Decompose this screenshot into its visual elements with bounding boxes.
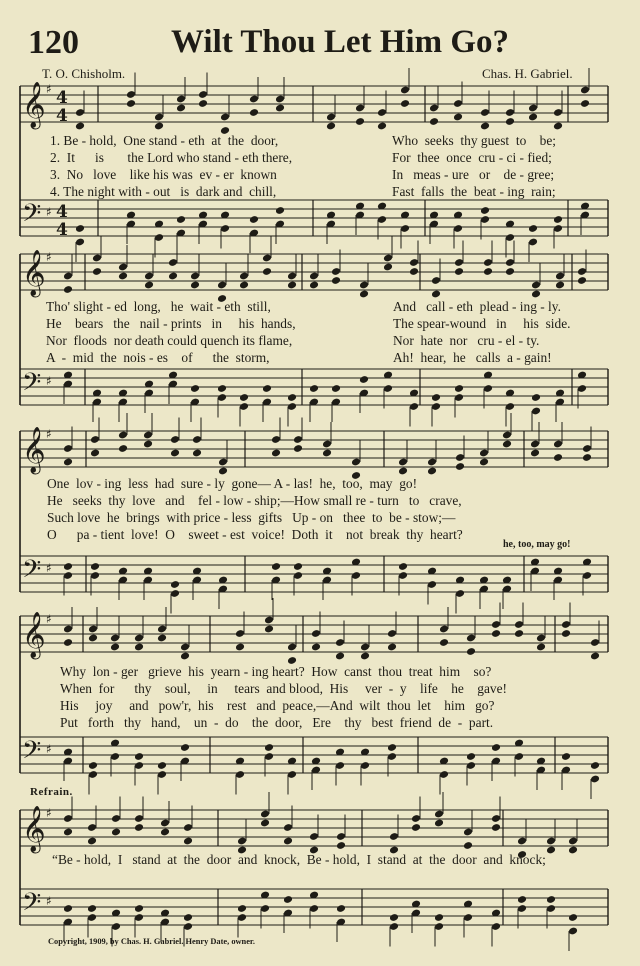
note-head [480, 206, 490, 215]
lyricist: T. O. Chisholm. [42, 66, 126, 81]
lyric-segment: Put forth thy hand, un - do the door, Ere thy best friend de - part. [60, 715, 494, 730]
note-head [63, 828, 73, 837]
hymn-number: 120 [28, 24, 79, 61]
sharp-icon: ♯ [46, 894, 52, 908]
note-head [287, 393, 297, 402]
note-head [168, 272, 178, 281]
note-head [235, 643, 245, 652]
note-head [590, 761, 600, 770]
note-head [398, 562, 408, 571]
note-head [528, 224, 538, 233]
lyric-segment: And call - eth plead - ing - ly. [393, 299, 561, 314]
verse-4-line [0, 715, 640, 731]
sharp-icon: ♯ [46, 427, 52, 441]
note-head [491, 823, 501, 832]
lyric-segment: Who seeks thy guest to be; [392, 133, 557, 148]
note-head [92, 267, 102, 276]
verse-2-line [0, 681, 640, 697]
note-head [264, 625, 274, 634]
note-head [411, 823, 421, 832]
verse-4-line [0, 184, 640, 200]
verse-2-line [0, 150, 640, 166]
note-head [528, 113, 538, 122]
lyric-segment: A - mid the nois - es of the storm, [46, 350, 270, 365]
note-head [577, 276, 587, 285]
note-head [531, 393, 541, 402]
note-head [190, 281, 200, 290]
lyric-segment: Fast falls the beat - ing rain; [392, 184, 556, 199]
lyric-segment: 2. It is the Lord who stand - eth there, [50, 150, 293, 165]
composer: Chas. H. Gabriel. [482, 66, 573, 81]
note-head [479, 458, 489, 467]
treble-clef-icon: 𝄞 [22, 250, 46, 296]
note-head [217, 384, 227, 393]
note-head [505, 267, 515, 276]
note-head [183, 837, 193, 846]
time-signature-icon: 4 [56, 202, 68, 222]
note-head [466, 752, 476, 761]
verse-2-line [0, 316, 640, 332]
lyric-segment: 4. The night with - out is dark and chill, [50, 184, 277, 199]
note-head [249, 108, 259, 117]
note-head [190, 384, 200, 393]
note-head [88, 761, 98, 770]
lyric-segment: Such love he brings with price - less gifts Up - on thee to be - stow;— [47, 510, 456, 525]
note-head [134, 904, 144, 913]
note-head [454, 384, 464, 393]
note-head [555, 281, 565, 290]
note-head [454, 267, 464, 276]
note-head [111, 828, 121, 837]
note-head [335, 652, 345, 661]
note-head [157, 634, 167, 643]
lyric-segment: 3. No love like his was ev - er known [50, 167, 277, 182]
note-head [144, 281, 154, 290]
bass-clef-icon: 𝄢 [22, 199, 42, 234]
note-head [134, 823, 144, 832]
note-head [157, 761, 167, 770]
note-head [239, 393, 249, 402]
note-head [439, 638, 449, 647]
note-head [455, 462, 465, 471]
note-head [427, 467, 437, 476]
refrain-line [0, 852, 640, 868]
sharp-icon: ♯ [46, 806, 52, 820]
verse-1-line [0, 664, 640, 680]
note-head [63, 458, 73, 467]
note-head [118, 272, 128, 281]
note-head [218, 467, 228, 476]
note-head [160, 828, 170, 837]
note-head [480, 122, 490, 131]
verse-3-line [0, 510, 640, 526]
note-head [118, 444, 128, 453]
note-head [429, 117, 439, 126]
note-head [134, 752, 144, 761]
treble-clef-icon: 𝄞 [22, 82, 46, 128]
note-head [400, 99, 410, 108]
note-head [466, 647, 476, 656]
note-head [170, 580, 180, 589]
note-head [463, 841, 473, 850]
lyric-segment: 1. Be - hold, One stand - eth at the door, [50, 133, 279, 148]
note-head [311, 643, 321, 652]
note-head [336, 841, 346, 850]
note-head [183, 913, 193, 922]
note-head [568, 913, 578, 922]
note-head [143, 440, 153, 449]
lyric-segment: Nor floods nor death could quench its flame, [46, 333, 293, 348]
note-head [134, 643, 144, 652]
note-head [180, 652, 190, 661]
note-head [170, 449, 180, 458]
note-head [176, 215, 186, 224]
note-head [453, 113, 463, 122]
treble-clef-icon: 𝄞 [22, 612, 46, 658]
refrain-label: Refrain. [30, 786, 73, 798]
note-head [359, 375, 369, 384]
sharp-icon: ♯ [46, 742, 52, 756]
verse-1-line [0, 476, 640, 492]
sharp-icon: ♯ [46, 612, 52, 626]
note-head [389, 913, 399, 922]
note-head [434, 913, 444, 922]
verse-1-line [0, 133, 640, 149]
note-head [355, 117, 365, 126]
bass-clef-icon: 𝄢 [22, 888, 42, 923]
verse-3-line [0, 167, 640, 183]
note-head [561, 629, 571, 638]
note-head [553, 453, 563, 462]
time-signature-icon: 4 [56, 106, 68, 126]
lyric-segment: He seeks thy love and fel - low - ship;—How small re - turn to crave, [47, 493, 462, 508]
note-head [322, 449, 332, 458]
lyric-segment: O pa - tient love! O sweet - est voice! Doth it not break thy heart? [47, 527, 463, 542]
note-head [530, 449, 540, 458]
sharp-icon: ♯ [46, 205, 52, 219]
note-head [360, 652, 370, 661]
note-head [239, 281, 249, 290]
note-head [502, 440, 512, 449]
note-head [180, 743, 190, 752]
sharp-icon: ♯ [46, 250, 52, 264]
note-head [275, 206, 285, 215]
note-head [126, 99, 136, 108]
note-head [359, 290, 369, 299]
verse-1-line [0, 299, 640, 315]
sharp-icon: ♯ [46, 374, 52, 388]
note-head [275, 104, 285, 113]
note-head [434, 819, 444, 828]
note-head [271, 562, 281, 571]
note-head [309, 281, 319, 290]
verse-3-line [0, 698, 640, 714]
note-head [287, 281, 297, 290]
treble-clef-icon: 𝄞 [22, 427, 46, 473]
note-head [514, 629, 524, 638]
lyric-segment: His joy and pow'r, his rest and peace,—And wilt thou let him go? [60, 698, 495, 713]
verse-2-line [0, 493, 640, 509]
note-head [561, 752, 571, 761]
note-head [90, 449, 100, 458]
note-head [110, 643, 120, 652]
note-head [260, 819, 270, 828]
time-signature-icon: 4 [56, 220, 68, 240]
treble-clef-icon: 𝄞 [22, 806, 46, 852]
note-head [154, 122, 164, 131]
note-head [63, 285, 73, 294]
note-head [590, 652, 600, 661]
sharp-icon: ♯ [46, 561, 52, 575]
bass-clef-icon: 𝄢 [22, 736, 42, 771]
lyric-segment: “Be - hold, I stand at the door and knock, Be - hold, I stand at the door and knock; [52, 852, 546, 867]
note-head [377, 122, 387, 131]
bass-clef-icon: 𝄢 [22, 555, 42, 590]
lyric-segment: He bears the nail - prints in his hands, [46, 316, 296, 331]
note-head [249, 215, 259, 224]
note-head [283, 837, 293, 846]
lyric-segment: The spear-wound in his side. [393, 316, 571, 331]
lyric-segment: One lov - ing less had sure - ly gone— A - las! he, too, may go! [47, 476, 418, 491]
note-head [387, 643, 397, 652]
note-head [582, 453, 592, 462]
note-head [409, 267, 419, 276]
note-head [505, 117, 515, 126]
note-head [63, 904, 73, 913]
note-head [75, 224, 85, 233]
note-head [553, 215, 563, 224]
note-head [262, 267, 272, 276]
hymn-title: Wilt Thou Let Him Go? [171, 24, 509, 60]
lyric-segment: Why lon - ger grieve his yearn - ing heart? How canst thou treat him so? [60, 664, 492, 679]
lyric-segment: Tho' slight - ed long, he wait - eth still, [46, 299, 271, 314]
note-head [483, 267, 493, 276]
note-head [326, 122, 336, 131]
note-head [398, 467, 408, 476]
note-head [387, 743, 397, 752]
lyric-segment: Ah! hear, he calls a - gain! [393, 350, 552, 365]
note-head [293, 444, 303, 453]
note-head [531, 290, 541, 299]
note-head [176, 104, 186, 113]
note-head [546, 895, 556, 904]
note-head [293, 562, 303, 571]
note-head [491, 629, 501, 638]
note-head [580, 99, 590, 108]
verse-3-line [0, 333, 640, 349]
repeat-lyric-note: he, too, may go! [503, 539, 571, 550]
note-head [90, 562, 100, 571]
lyric-segment: In meas - ure or de - gree; [392, 167, 555, 182]
note-head [536, 643, 546, 652]
note-head [331, 384, 341, 393]
bass-clef-icon: 𝄢 [22, 368, 42, 403]
note-head [192, 449, 202, 458]
note-head [87, 904, 97, 913]
note-head [198, 99, 208, 108]
note-head [271, 449, 281, 458]
note-head [88, 634, 98, 643]
note-head [262, 384, 272, 393]
note-head [383, 263, 393, 272]
note-head [283, 895, 293, 904]
note-head [264, 743, 274, 752]
note-head [336, 904, 346, 913]
note-head [431, 290, 441, 299]
note-head [517, 895, 527, 904]
note-head [331, 276, 341, 285]
copyright-notice: Copyright, 1909, by Chas. H. Gabriel. Henry Date, owner. [48, 937, 255, 946]
note-head [63, 638, 73, 647]
verse-4-line [0, 350, 640, 366]
note-head [63, 562, 73, 571]
note-head [87, 837, 97, 846]
note-head [553, 122, 563, 131]
note-head [237, 904, 247, 913]
note-head [431, 393, 441, 402]
sharp-icon: ♯ [46, 82, 52, 96]
note-head [75, 122, 85, 131]
note-head [309, 384, 319, 393]
lyric-segment: Nor hate nor cru - el - ty. [393, 333, 540, 348]
note-head [491, 743, 501, 752]
lyric-segment: When for thy soul, in tears and blood, His ver - y life he gave! [60, 681, 508, 696]
time-signature-icon: 4 [56, 88, 68, 108]
lyric-segment: For thee once cru - ci - fied; [392, 150, 552, 165]
